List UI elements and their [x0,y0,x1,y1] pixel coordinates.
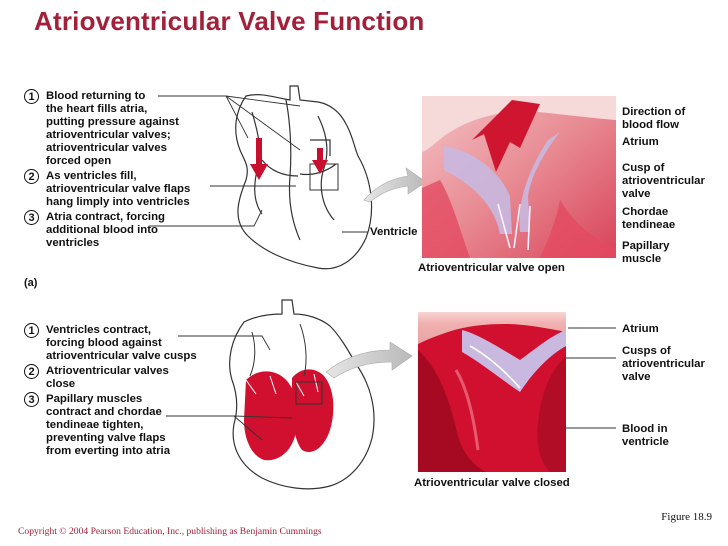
label-line: Blood in [622,423,668,435]
step-line: Ventricles contract, [46,324,152,336]
step-line: putting pressure against [46,116,179,128]
step-number: 1 [24,89,39,104]
step-number: 3 [24,392,39,407]
steps-panel-a [24,90,190,252]
step-line: from everting into atria [46,445,171,457]
step-line: forcing blood against [46,337,162,349]
heart-outline-closed [230,300,374,489]
magnify-arrow-b [326,342,412,378]
step-a-3 [24,211,190,250]
step-line: Atria contract, forcing [46,211,165,223]
step-line: close [46,378,76,390]
panel-label: (a) [24,277,38,289]
chordae-label [622,206,675,232]
step-line: preventing valve flaps [46,432,166,444]
step-line: hang limply into ventricles [46,196,190,208]
valve-closed-illustration [418,312,566,472]
heart-outline-open [236,86,372,269]
label-line: Chordae [622,206,669,218]
step-line: As ventricles fill, [46,170,137,182]
caption-closed: Atrioventricular valve closed [414,477,570,489]
figure-label: Figure 18.9 [661,511,712,523]
step-line: ventricles [46,237,100,249]
papillary-label [622,240,670,266]
label-line: valve [622,371,651,383]
step-line: atrioventricular valves; [46,129,171,141]
step-b-3 [24,393,197,458]
direction-label [622,106,685,132]
cusp-label [622,162,705,201]
copyright: Copyright © 2004 Pearson Education, Inc., publishing as Benjamin Cummings [18,526,322,537]
step-b-1 [24,324,197,363]
step-line: Blood returning to [46,90,146,102]
label-line: atrioventricular [622,175,705,187]
label-line: Direction of [622,106,686,118]
step-line: atrioventricular valves [46,142,167,154]
valve-open-illustration [422,96,616,258]
label-line: ventricle [622,436,669,448]
blood-label [622,423,669,449]
atrium-label-a: Atrium [622,136,659,148]
step-a-1 [24,90,190,168]
step-line: Papillary muscles [46,393,143,405]
step-b-2 [24,365,197,391]
step-line: additional blood into [46,224,158,236]
step-line: contract and chordae [46,406,162,418]
step-number: 2 [24,169,39,184]
label-line: muscle [622,253,662,265]
magnify-arrow-a [364,168,426,202]
step-line: the heart fills atria, [46,103,148,115]
step-line: tendineae tighten, [46,419,144,431]
step-a-2 [24,170,190,209]
steps-panel-b [24,324,197,460]
label-line: atrioventricular [622,358,705,370]
label-line: Papillary [622,240,670,252]
step-line: atrioventricular valve flaps [46,183,191,195]
caption-open: Atrioventricular valve open [418,262,565,274]
step-number: 3 [24,210,39,225]
label-line: blood flow [622,119,679,131]
step-number: 1 [24,323,39,338]
label-line: valve [622,188,651,200]
ventricle-label: Ventricle [370,226,418,238]
step-number: 2 [24,364,39,379]
page-title: Atrioventricular Valve Function [34,6,425,36]
step-line: Atrioventricular valves [46,365,169,377]
cusps-label [622,345,705,384]
step-line: forced open [46,155,112,167]
step-line: atrioventricular valve cusps [46,350,197,362]
atrium-label-b: Atrium [622,323,659,335]
label-line: tendineae [622,219,676,231]
label-line: Cusp of [622,162,665,174]
label-line: Cusps of [622,345,671,357]
